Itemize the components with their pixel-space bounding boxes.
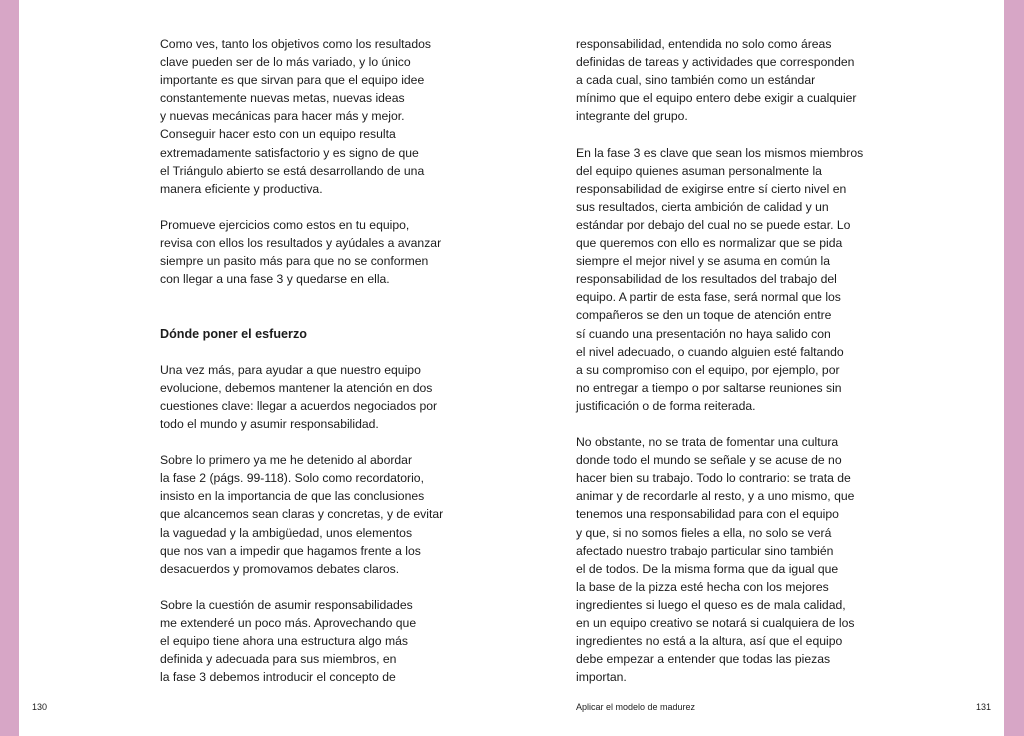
text-line: y nuevas mecánicas para hacer más y mejor.: [160, 109, 405, 124]
text-line: no entregar a tiempo o por saltarse reuniones sin: [576, 380, 842, 395]
text-line: No obstante, no se trata de fomentar una cultura: [576, 435, 839, 450]
text-line: el equipo tiene ahora una estructura algo más: [160, 634, 408, 649]
paragraph: [576, 35, 876, 125]
paragraph-gap: [160, 306, 460, 324]
text-line: siempre el mejor nivel y se asuma en común la: [576, 254, 831, 269]
text-line: Sobre la cuestión de asumir responsabilidades: [160, 597, 413, 612]
paragraph-gap: [160, 198, 460, 216]
paragraph: [160, 216, 460, 288]
page-number-left: 130: [32, 702, 48, 712]
text-line: sí cuando una presentación no haya salido con: [576, 326, 831, 341]
section-subheading: Dónde poner el esfuerzo: [160, 326, 307, 341]
text-line: todo el mundo y asumir responsabilidad.: [160, 416, 379, 431]
text-line: Conseguir hacer esto con un equipo resulta: [160, 127, 396, 142]
text-line: manera eficiente y productiva.: [160, 181, 323, 196]
paragraph-gap: [576, 415, 876, 433]
text-line: Promueve ejercicios como estos en tu equipo,: [160, 217, 410, 232]
text-line: importan.: [576, 670, 627, 685]
text-line: hacer bien su trabajo. Todo lo contrario: se trata de: [576, 471, 851, 486]
text-line: constantemente nuevas metas, nuevas ideas: [160, 91, 405, 106]
text-line: me extenderé un poco más. Aprovechando que: [160, 616, 417, 630]
text-line: siempre un pasito más para que no se conformen: [160, 254, 429, 269]
text-line: En la fase 3 es clave que sean los mismos miembros: [576, 145, 864, 160]
text-line: responsabilidad de los resultados del trabajo del: [576, 272, 837, 287]
text-line: extremadamente satisfactorio y es signo de que: [160, 145, 419, 160]
text-line: responsabilidad, entendida no solo como áreas: [576, 37, 832, 51]
text-line: importante es que sirvan para que el equipo idee: [160, 73, 425, 88]
book-spread: [19, 0, 1004, 736]
text-line: desacuerdos y promovamos debates claros.: [160, 561, 400, 576]
text-line: el de todos. De la misma forma que da igual que: [576, 561, 839, 576]
text-line: tenemos una responsabilidad para con el equipo: [576, 507, 839, 522]
right-page-text: [576, 35, 876, 686]
text-line: mínimo que el equipo entero debe exigir a cualquier: [576, 91, 857, 106]
text-line: la fase 3 debemos introducir el concepto de: [160, 670, 396, 685]
text-line: a cada cual, sino también como un estándar: [576, 73, 816, 88]
text-line: y que, si no somos fieles a ella, no solo se verá: [576, 525, 832, 540]
paragraph: [160, 35, 460, 198]
text-line: clave pueden ser de lo más variado, y lo único: [160, 55, 411, 70]
text-line: estándar por debajo del cual no se puede estar. Lo: [576, 217, 851, 232]
text-line: equipo. A partir de esta fase, será normal que los: [576, 290, 841, 305]
running-footer: Aplicar el modelo de madurez: [576, 702, 696, 712]
text-line: en un equipo creativo se notará si cualquiera de los: [576, 616, 855, 630]
paragraph-gap: [160, 288, 460, 306]
paragraph-gap: [576, 125, 876, 143]
text-line: la fase 2 (págs. 99-118). Solo como recordatorio,: [160, 471, 424, 486]
text-line: animar y de recordarle al resto, y a uno mismo, que: [576, 489, 855, 504]
paragraph: [160, 596, 460, 686]
text-line: el Triángulo abierto se está desarrollando de una: [160, 163, 425, 178]
text-line: donde todo el mundo se señale y se acuse de no: [576, 453, 842, 468]
text-line: con llegar a una fase 3 y quedarse en ella.: [160, 272, 390, 287]
text-line: debe empezar a entender que todas las piezas: [576, 652, 831, 667]
text-line: que alcancemos sean claras y concretas, y de evitar: [160, 507, 444, 522]
text-line: Sobre lo primero ya me he detenido al abordar: [160, 453, 413, 468]
paragraph: [160, 451, 460, 578]
paragraph: [160, 361, 460, 433]
left-page-text: [160, 35, 460, 686]
paragraph: [576, 433, 876, 686]
paragraph-gap: [160, 578, 460, 596]
text-line: que queremos con ello es normalizar que se pida: [576, 236, 843, 251]
page-number-right: 131: [975, 702, 991, 712]
text-line: que nos van a impedir que hagamos frente a los: [160, 543, 421, 558]
text-line: definida y adecuada para sus miembros, en: [160, 652, 397, 667]
text-line: Como ves, tanto los objetivos como los resultados: [160, 37, 431, 51]
text-line: la base de la pizza esté hecha con los mejores: [576, 579, 829, 594]
text-line: revisa con ellos los resultados y ayúdales a avanzar: [160, 236, 442, 251]
text-line: la vaguedad y la ambigüedad, unos elementos: [160, 525, 413, 540]
text-line: Una vez más, para ayudar a que nuestro equipo: [160, 362, 421, 377]
text-line: insisto en la importancia de que las conclusiones: [160, 489, 425, 504]
text-line: el nivel adecuado, o cuando alguien esté faltando: [576, 344, 844, 359]
text-line: responsabilidad de exigirse entre sí cierto nivel en: [576, 181, 847, 196]
text-line: sus resultados, cierta ambición de calidad y un: [576, 199, 829, 214]
text-line: integrante del grupo.: [576, 109, 688, 124]
text-line: afectado nuestro trabajo particular sino también: [576, 543, 834, 558]
text-line: justificación o de forma reiterada.: [576, 398, 756, 413]
text-line: compañeros se den un toque de atención entre: [576, 308, 832, 323]
paragraph-gap: [160, 343, 460, 361]
text-line: definidas de tareas y actividades que corresponden: [576, 55, 855, 70]
paragraph-gap: [160, 433, 460, 451]
text-line: cuestiones clave: llegar a acuerdos negociados por: [160, 398, 438, 413]
paragraph: [576, 144, 876, 415]
text-line: ingredientes no está a la altura, así que el equipo: [576, 634, 843, 649]
text-line: del equipo quienes asuman personalmente la: [576, 163, 822, 178]
text-line: a su compromiso con el equipo, por ejemplo, por: [576, 362, 840, 377]
text-line: evolucione, debemos mantener la atención en dos: [160, 380, 433, 395]
text-line: ingredientes si luego el queso es de mala calidad,: [576, 597, 846, 612]
